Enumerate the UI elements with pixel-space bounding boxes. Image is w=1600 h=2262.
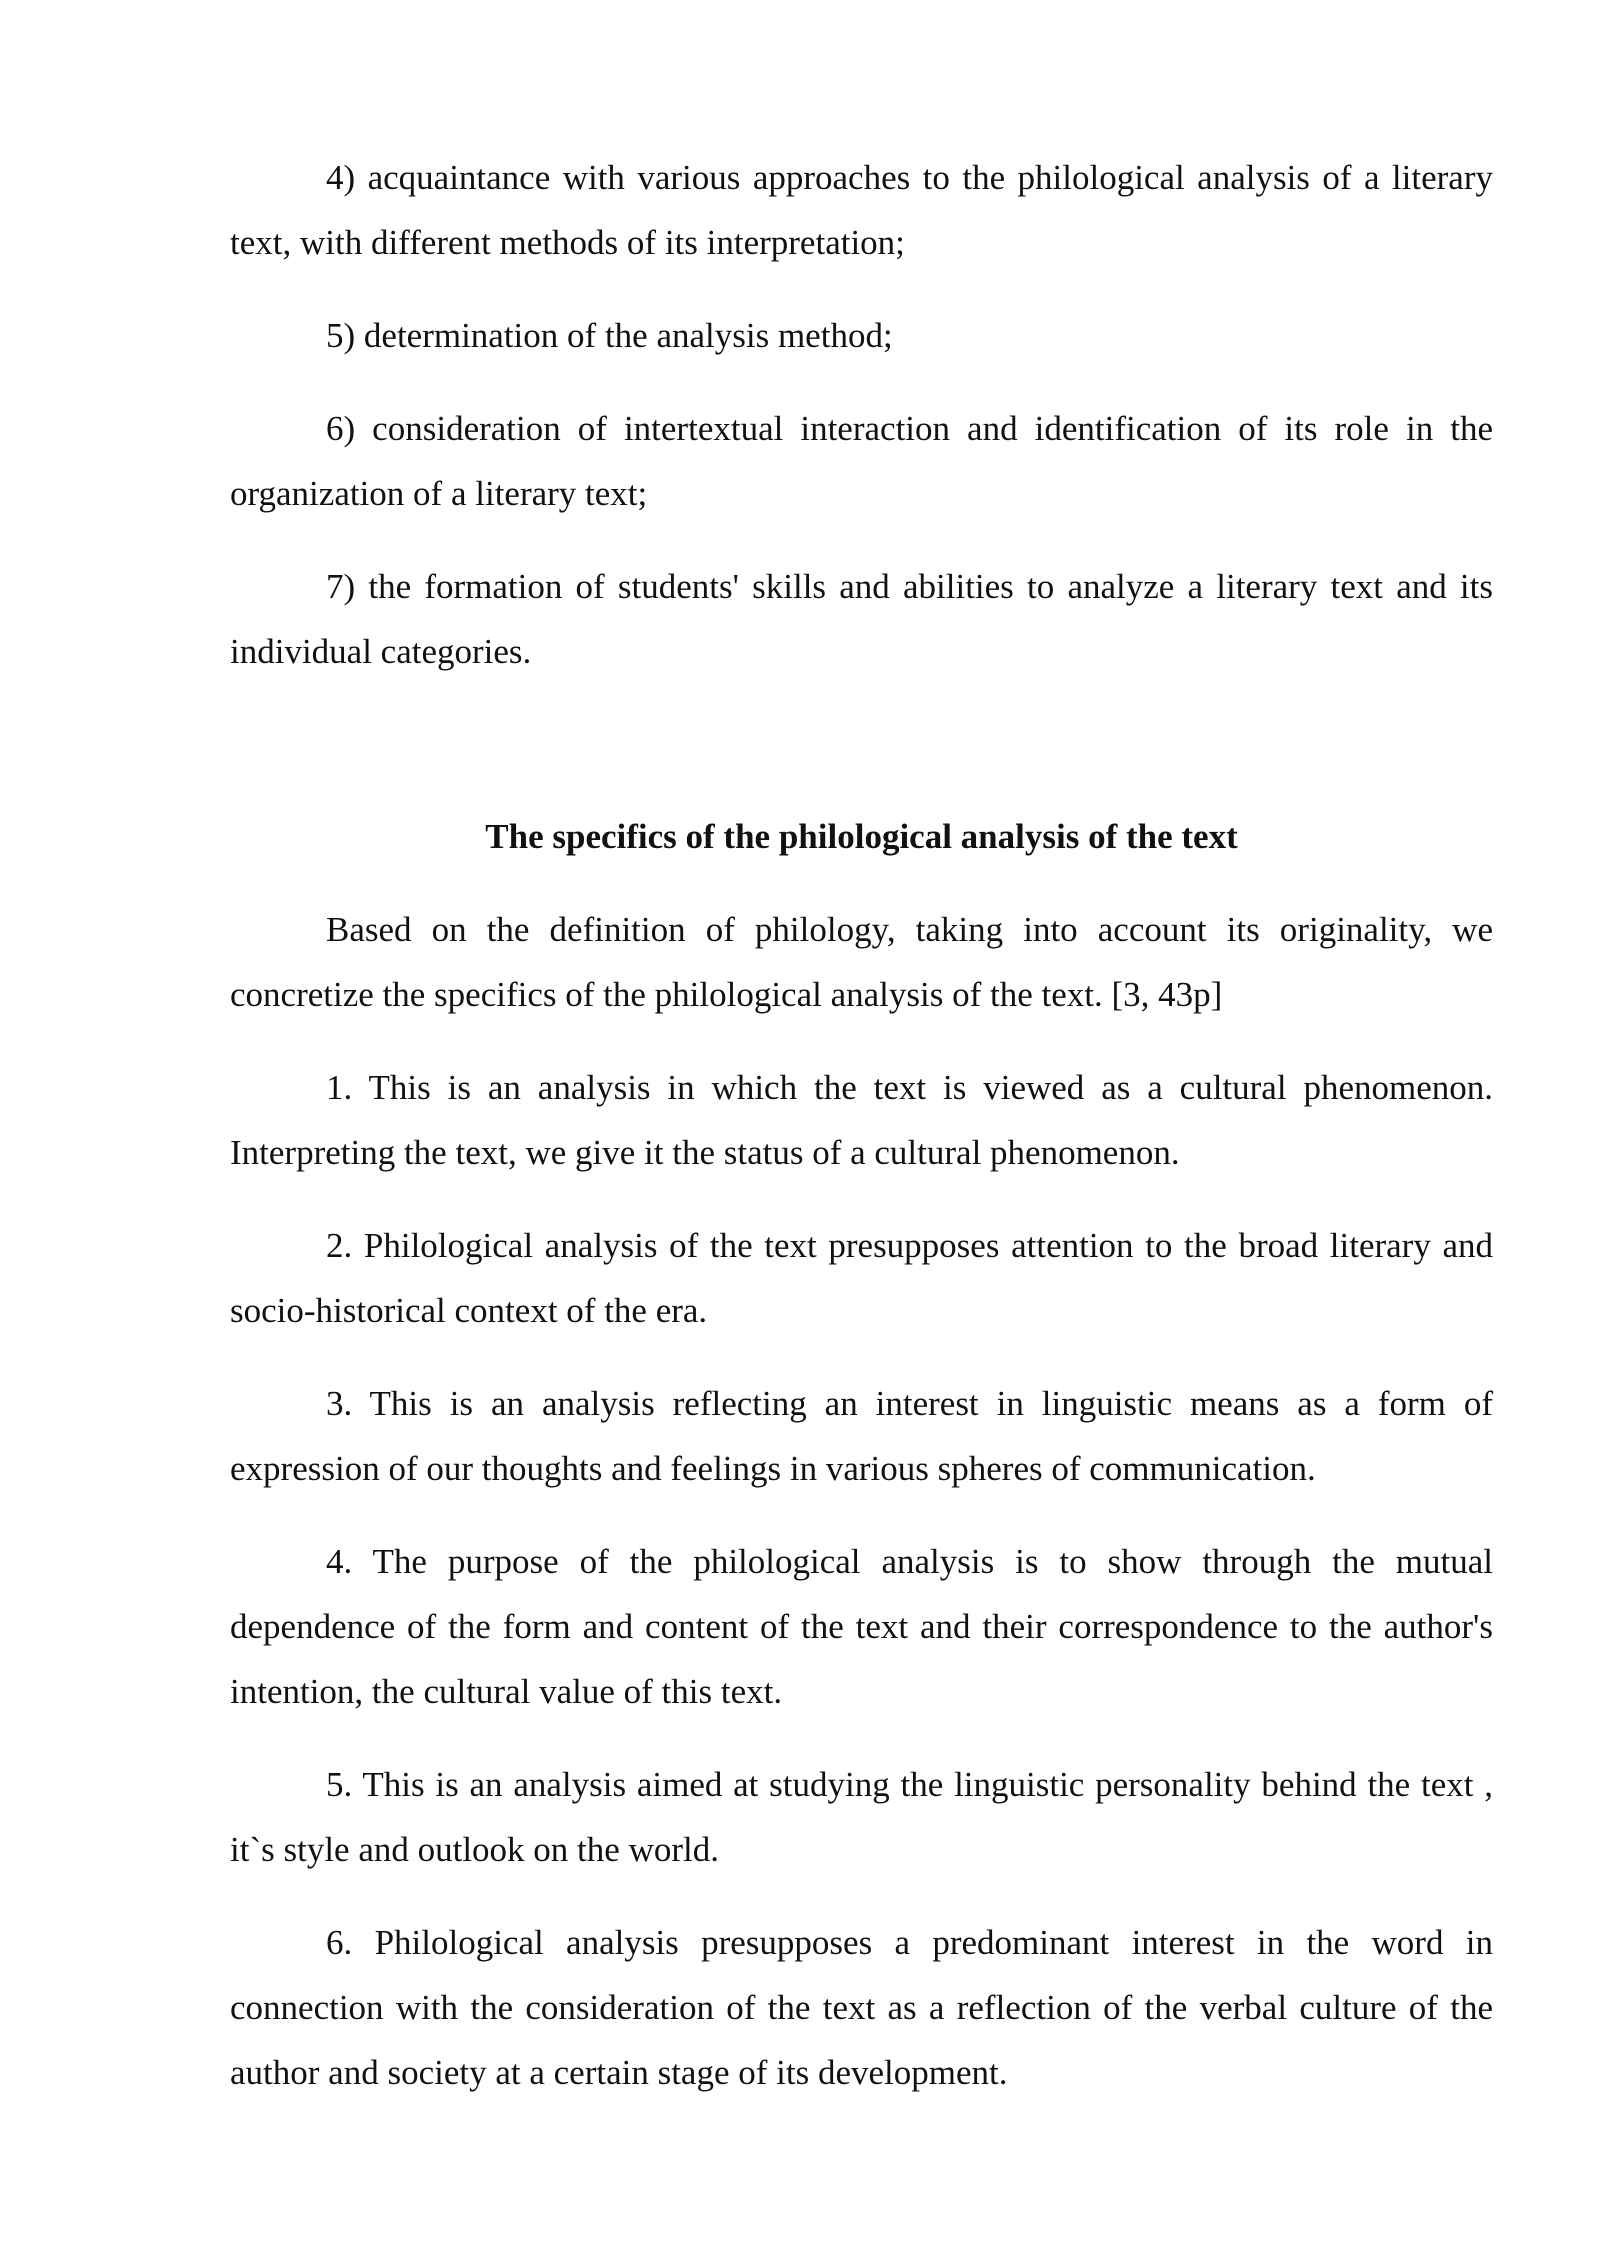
section-point-4: 4. The purpose of the philological analysis is to show through the mutual dependence of the form and content of the text and their correspondence to the author's intention, the cultural value of this text. — [230, 1542, 1493, 1711]
list-item-7: 7) the formation of students' skills and abilities to analyze a literary text and its individual categories. — [230, 567, 1493, 671]
section-point-1: 1. This is an analysis in which the text is viewed as a cultural phenomenon. Interpreting the text, we give it the status of a cultural phenomenon. — [230, 1068, 1493, 1172]
section-point-3: 3. This is an analysis reflecting an interest in linguistic means as a form of expression of our thoughts and feelings in various spheres of communication. — [230, 1384, 1493, 1488]
section-intro: Based on the definition of philology, taking into account its originality, we concretize the specifics of the philological analysis of the text. [3, 43p] — [230, 910, 1493, 1014]
list-item-6: 6) consideration of intertextual interaction and identification of its role in the organization of a literary text; — [230, 409, 1493, 513]
section-point-2: 2. Philological analysis of the text presupposes attention to the broad literary and socio-historical context of the era. — [230, 1226, 1493, 1330]
list-item-4: 4) acquaintance with various approaches to the philological analysis of a literary text, with different methods of its interpretation; — [230, 158, 1493, 262]
section-heading: The specifics of the philological analysis of the text — [485, 817, 1238, 856]
section-point-5: 5. This is an analysis aimed at studying the linguistic personality behind the text , it`s style and outlook on the world. — [230, 1765, 1493, 1869]
document-page — [230, 145, 1493, 2133]
section-point-6: 6. Philological analysis presupposes a predominant interest in the word in connection with the consideration of the text as a reflection of the verbal culture of the author and society at a certain stage of its development. — [230, 1923, 1493, 2092]
list-item-5: 5) determination of the analysis method; — [326, 316, 893, 355]
